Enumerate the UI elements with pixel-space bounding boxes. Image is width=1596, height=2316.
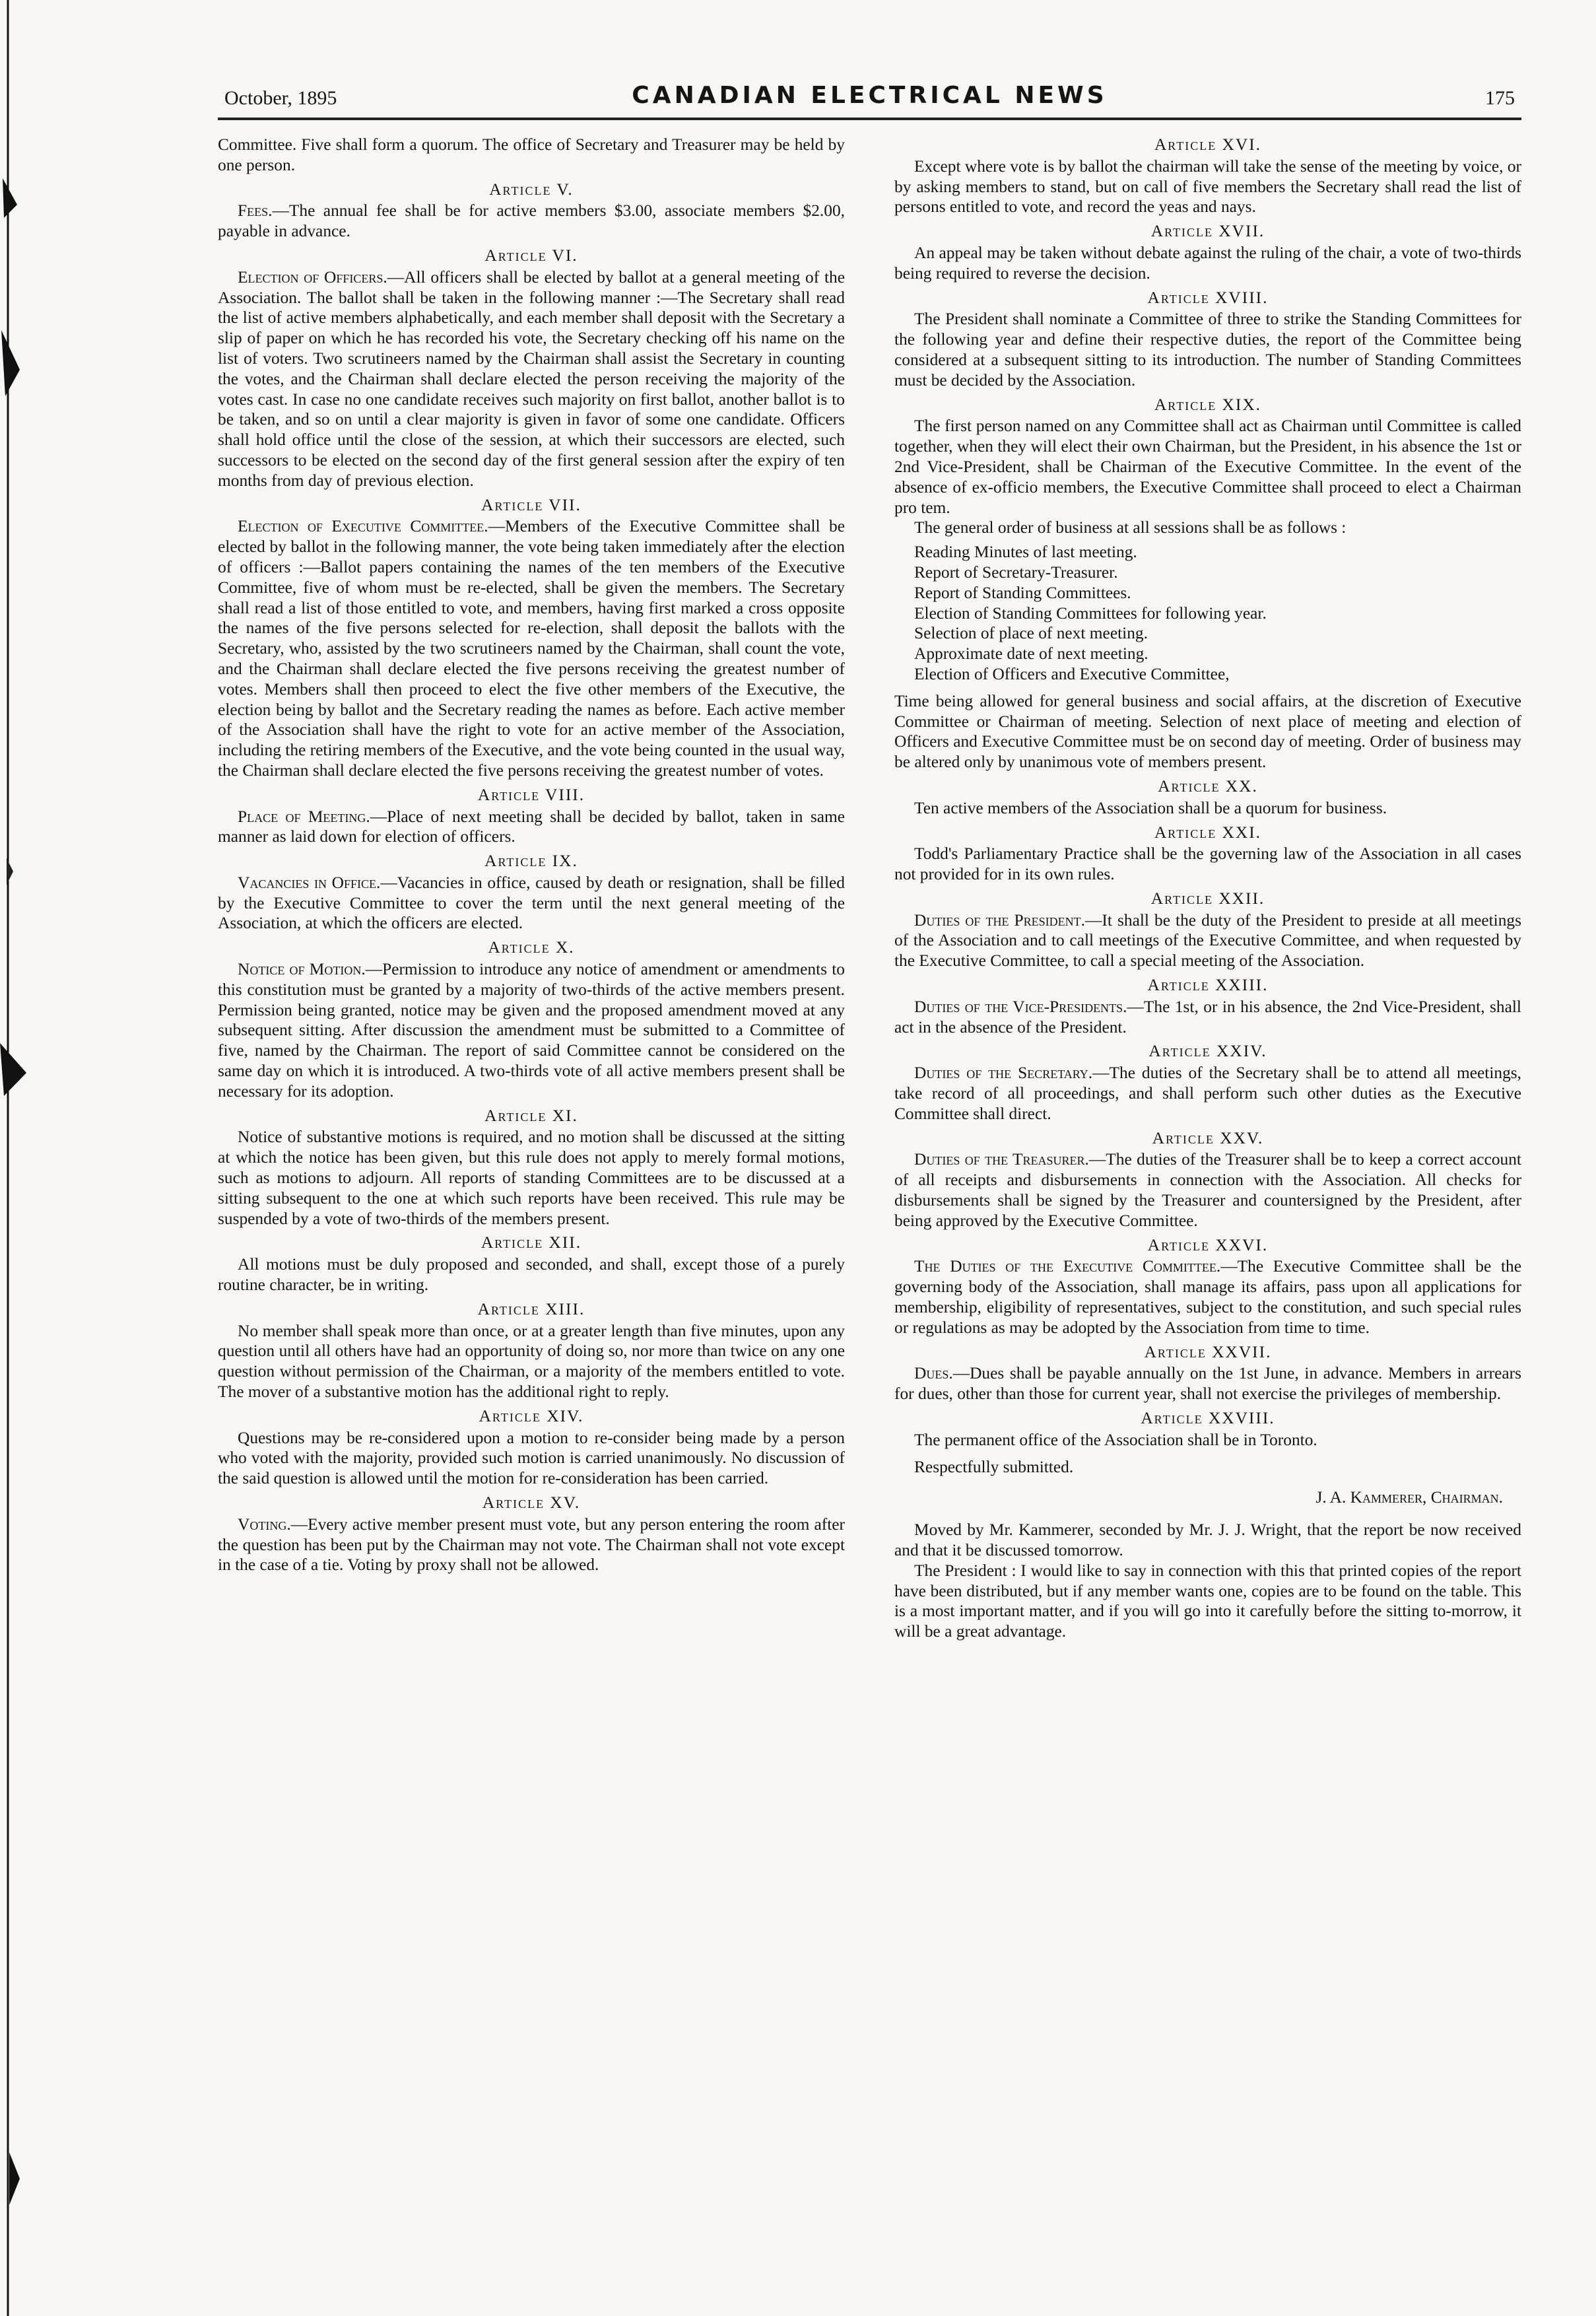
signature-line: J. A. Kammerer, Chairman. [1315,1488,1503,1507]
article-heading: Article XVI. [1154,135,1262,154]
intro-paragraph: Committee. Five shall form a quorum. The office of Secretary and Treasurer may be held by one person. [218,135,845,174]
list-item: Election of Standing Committees for following year. [914,603,1267,623]
article-paragraph: The permanent office of the Association shall be in Toronto. [914,1430,1317,1449]
list-item: Report of Standing Committees. [914,583,1131,602]
article-heading: Article XXII. [1150,889,1265,908]
article-heading: Article XXIV. [1148,1042,1267,1061]
article-paragraph: Duties of the President.—It shall be the duty of the President to preside at all meetings of the Association and to call meetings of the Executive Committee, and when requested by the Executive Committee, to call a special meeting of the Association. [894,910,1521,971]
article-paragraph: Election of Officers.—All officers shall be elected by ballot at a general meeting of the Association. The ballot shall be taken in the following manner :—The Secretary shall read the list of active members alphabetically, and each member shall deposit with the Secretary a slip of paper on which he has recorded his vote, the Secretary checking off his name on the list of voters. Two scrutineers named by the Chairman shall assist the Secretary in counting the votes, and the Chairman shall declare elected the person receiving the majority of the votes cast. In case no one candidate receives such majority on first ballot, another ballot is to be taken, and so on until a clear majority is given in favor of some one candidate. Officers shall hold office until the close of the session, at which their successors are elected, such successors to be elected on the second day of the first general session after the expiry of ten months from day of previous election. [218,267,845,490]
page-number: 175 [1485,87,1515,109]
list-item: Selection of place of next meeting. [914,624,1148,643]
article-heading: Article XV. [482,1493,581,1512]
article-heading: Article XVIII. [1147,288,1269,307]
binding-edge-decoration [0,0,30,2316]
article-paragraph: Notice of substantive motions is required, and no motion shall be discussed at the sitting at which the notice has been given, but this rule does not apply to merely formal motions, such as motions to adjourn. All reports of standing Committees are to be discussed at a sitting subsequent to the one at which such reports have been received. This rule may be suspended by a vote of two-thirds of the members present. [218,1128,845,1228]
article-paragraph: Time being allowed for general business and social affairs, at the discretion of Executive Committee or Chairman of meeting. Selection of next place of meeting and election of Officers and Executive Committee must be on second day of meeting. Order of business may be altered only by unanimous vote of members present. [894,691,1521,772]
respectfully-submitted: Respectfully submitted. [914,1457,1074,1476]
article-heading: Article VII. [481,495,582,514]
article-paragraph: No member shall speak more than once, or at a greater length than five minutes, upon any question until all others have had an opportunity of doing so, nor more than twice on any one question without permission of the Chairman, or a majority of the members entitled to vote. The mover of a substantive motion has the additional right to reply. [218,1321,845,1402]
article-heading: Article XI. [484,1106,578,1125]
list-item: Report of Secretary-Treasurer. [914,562,1118,582]
article-heading: Article XXVII. [1144,1342,1272,1361]
publication-title: CANADIAN ELECTRICAL NEWS [632,82,1108,109]
article-heading: Article V. [489,180,574,199]
article-paragraph: Duties of the Vice-Presidents.—The 1st, or in his absence, the 2nd Vice-President, shall act in the absence of the President. [894,997,1521,1037]
page-header [218,78,1521,120]
left-column [218,135,845,1575]
article-paragraph: The President shall nominate a Committee of three to strike the Standing Committees for the following year and define their respective duties, the report of the Committee being considered at a subsequent sitting to its introduction. The number of Standing Committees must be decided by the Association. [894,310,1521,390]
list-item: Reading Minutes of last meeting. [914,543,1137,562]
article-paragraph: The Duties of the Executive Committee.—The Executive Committee shall be the governing body of the Association, shall manage its affairs, pass upon all applications for membership, eligibility of representatives, subject to the constitution, and such special rules or regulations as may be adopted by the Association from time to time. [894,1257,1521,1337]
article-heading: Article XXVIII. [1141,1409,1275,1428]
newspaper-page [218,78,1521,2283]
article-paragraph: The first person named on any Committee shall act as Chairman until Committee is called together, when they will elect their own Chairman, but the President, in his absence the 1st or 2nd Vice-President, shall be Chairman of the Executive Committee. In the event of the absence of ex-officio members, the Executive Committee shall proceed to elect a Chairman pro tem. [894,417,1521,517]
article-heading: Article XXVI. [1147,1235,1269,1254]
article-heading: Article XXI. [1154,823,1262,842]
article-heading: Article XXIII. [1147,976,1269,995]
article-heading: Article XIII. [477,1299,585,1318]
article-paragraph: An appeal may be taken without debate against the ruling of the chair, a vote of two-thirds being required to reverse the decision. [894,243,1521,283]
article-paragraph: Notice of Motion.—Permission to introduce any notice of amendment or amendments to this constitution must be granted by a majority of two-thirds of the active members present. Permission being granted, notice may be given and the proposed amendment moved at any subsequent sitting. After discussion the amendment must be submitted to a Committee of five, named by the Chairman. The report of said Committee cannot be considered on the same day on which it is introduced. A two-thirds vote of all active members present shall be necessary for its adoption. [218,960,845,1101]
article-heading: Article XVII. [1150,222,1265,241]
order-of-business-list [914,542,1521,685]
article-paragraph: Place of Meeting.—Place of next meeting shall be decided by ballot, taken in same manner as laid down for election of officers. [218,807,846,846]
right-column [894,135,1521,1642]
article-heading: Article XX. [1158,776,1258,796]
article-paragraph: Voting.—Every active member present must vote, but any person entering the room after the question has been put by the Chairman may not vote. The Chairman shall not vote except in the case of a tie. Voting by proxy shall not be allowed. [218,1515,845,1575]
article-heading: Article XII. [481,1233,582,1252]
article-paragraph: Dues.—Dues shall be payable annually on the 1st June, in advance. Members in arrears for dues, other than those for current year, shall not exercise the privileges of membership. [894,1364,1521,1404]
article-paragraph: Todd's Parliamentary Practice shall be the governing law of the Association in all cases not provided for in its own rules. [894,844,1521,884]
article-heading: Article VIII. [477,785,585,804]
article-heading: Article VI. [484,246,578,265]
article-paragraph: Fees.—The annual fee shall be for active members $3.00, associate members $2.00, payable in advance. [218,201,845,241]
list-item: Approximate date of next meeting. [914,644,1148,664]
article-paragraph: Except where vote is by ballot the chairman will take the sense of the meeting by voice, or by asking members to stand, but on call of five members the Secretary shall read the list of persons entitled to vote, and record the yeas and nays. [894,156,1521,217]
article-heading: Article IX. [484,852,578,871]
list-item: Election of Officers and Executive Committee, [914,664,1230,683]
article-paragraph: Vacancies in Office.—Vacancies in office, caused by death or resignation, shall be filled by the Executive Committee to cover the term until the next general meeting of the Association, at which the officers are elected. [218,873,846,933]
article-paragraph: Ten active members of the Association shall be a quorum for business. [914,798,1387,817]
article-paragraph: Questions may be re-considered upon a motion to re-consider being made by a person who voted with the majority, provided such motion is carried unanimously. No discussion of the said question is allowed until the motion for re-consideration has been carried. [218,1428,845,1488]
article-heading: Article XXV. [1152,1128,1264,1147]
motion-paragraph: Moved by Mr. Kammerer, seconded by Mr. J. J. Wright, that the report be now received and that it be discussed tomorrow. [894,1520,1521,1559]
article-paragraph: Duties of the Treasurer.—The duties of the Treasurer shall be to keep a correct account of all receipts and disbursements in connection with the Association. All checks for disbursements shall be signed by the Treasurer and countersigned by the President, after being approved by the Executive Committee. [894,1150,1521,1230]
article-paragraph: Duties of the Secretary.—The duties of the Secretary shall be to attend all meetings, take record of all proceedings, and shall perform such other duties as the Executive Committee shall direct. [894,1064,1521,1123]
header-date: October, 1895 [224,87,337,109]
article-heading: Article XIV. [479,1406,584,1425]
article-heading: Article XIX. [1154,395,1262,414]
president-remarks: The President : I would like to say in connection with this that printed copies of the report have been distributed, but if any member wants one, copies are to be found on the table. This is a most important matter, and if you will go into it carefully before the sitting to-morrow, it will be a great advantage. [894,1561,1521,1641]
article-paragraph: All motions must be duly proposed and seconded, and shall, except those of a purely routine character, be in writing. [218,1255,845,1295]
article-paragraph: The general order of business at all sessions shall be as follows : [914,518,1347,537]
article-paragraph: Election of Executive Committee.—Members of the Executive Committee shall be elected by ballot in the following manner, the vote being taken immediately after the election of officers :—Ballot papers containing the names of the ten members of the Executive Committee, five of whom must be re-elected, shall be given the members. The Secretary shall read a list of those entitled to vote, and members, having first marked a cross opposite the names of the five persons selected for re-election, shall deposit the ballots with the Secretary, who, assisted by the two scrutineers named by the Chairman, shall count the vote, and the Chairman shall declare elected the five persons receiving the greatest number of votes. Members shall then proceed to elect the five other members of the Executive, the election being by ballot and the Secretary reading the names as before. Each active member of the Association shall have the right to vote for an active member of the Association, including the retiring members of the Executive, and the vote being counted in the usual way, the Chairman shall declare elected the five persons receiving the greatest number of votes. [218,517,846,780]
article-heading: Article X. [488,938,575,957]
